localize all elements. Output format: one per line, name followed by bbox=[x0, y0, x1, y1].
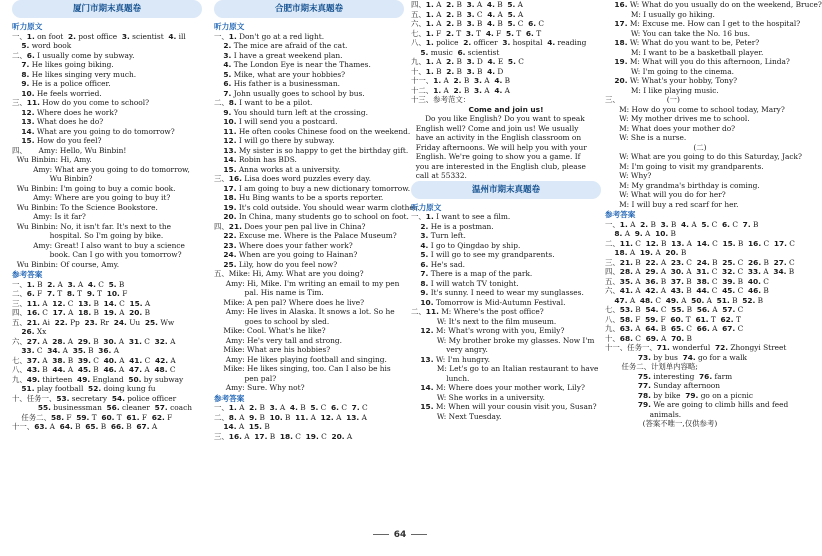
text-line: 八、1. police 2. officer 3. hospital 4. reading bbox=[411, 38, 587, 47]
text-line: pal. His name is Tim. bbox=[214, 288, 324, 297]
text-line: W: Why? bbox=[605, 171, 652, 180]
text-line: 25. Lily, how do you feel now? bbox=[223, 259, 338, 269]
text-line: 5. I will go to see my grandparents. bbox=[420, 250, 555, 259]
text-line: 14. M: Where does your mother work, Lily? bbox=[420, 383, 585, 392]
text-line: M: My grandma's birthday is coming. bbox=[605, 180, 760, 190]
column-3 bbox=[411, 0, 601, 421]
text-line: 三、16. Lisa does word puzzles every day. bbox=[214, 174, 371, 183]
text-line: 17. I am going to buy a new dictionary tomorrow. bbox=[223, 183, 411, 193]
text-line: 二、8. I want to be a pilot. bbox=[214, 98, 313, 107]
text-line: 任务二、58. F 59. T 60. T 61. F 62. F bbox=[12, 412, 173, 422]
text-line: 12. I will go there by subway. bbox=[223, 136, 335, 145]
text-line: Amy: What are you going to do tomorrow, bbox=[12, 164, 190, 174]
text-line: Amy: Is it far? bbox=[12, 212, 86, 221]
text-line: W: She works in a university. bbox=[411, 392, 545, 402]
text-line: hospital. So I'm going by bike. bbox=[12, 231, 164, 240]
text-line: 二、11. C 12. B 13. A 14. C 15. B 16. C 17. C bbox=[605, 238, 795, 248]
text-line: 9. It's sunny. I need to wear my sunglasses. bbox=[420, 288, 584, 297]
section-banner: 温州市期末真题卷 bbox=[411, 181, 601, 199]
text-line: 20. In China, many students go to school on foot. bbox=[223, 212, 409, 221]
text-line: 18. A 19. A 20. B bbox=[614, 248, 687, 257]
text-line: 四、21. Does your pen pal live in China? bbox=[214, 221, 366, 231]
text-line: Wu Binbin: Hi, Amy. bbox=[12, 155, 92, 164]
text-line: 九、63. A 64. B 65. C 66. A 67. C bbox=[605, 324, 744, 333]
section-banner: 合肥市期末真题卷 bbox=[214, 0, 404, 18]
text-line: 15. How do you feel? bbox=[21, 136, 102, 145]
text-line: 五、Mike: Hi, Amy. What are you doing? bbox=[214, 269, 364, 278]
text-line: 18. W: What do you want to be, Peter? bbox=[614, 38, 760, 47]
text-line: Amy: Great! I also want to buy a science bbox=[12, 240, 185, 250]
text-line: 5. word book bbox=[21, 41, 72, 50]
text-line: 七、1. F 2. T 3. T 4. F 5. T 6. T bbox=[411, 28, 542, 38]
text-line: 八、43. B 44. A 45. B 46. A 47. A 48. C bbox=[12, 365, 176, 374]
text-line: 17. M: Excuse me. How can I get to the hospital? bbox=[614, 19, 801, 28]
text-line: 十二、1. A 2. B 3. A 4. A bbox=[411, 85, 510, 95]
text-line: 一、1. on foot 2. post office 3. scientist 4. ill bbox=[12, 31, 186, 41]
text-line: (二) bbox=[693, 142, 707, 152]
column-4 bbox=[605, 0, 822, 429]
text-line: Amy: Sure. Why not? bbox=[214, 383, 305, 392]
text-line: 26. Xx bbox=[21, 327, 47, 336]
text-line: W: My brother broke my glasses. Now I'm bbox=[411, 335, 595, 345]
text-line: M: I'm going to visit my grandparents. bbox=[605, 161, 764, 171]
text-line: Amy: He lives in Alaska. It snows a lot. So he bbox=[214, 307, 395, 316]
text-line: 9. You should turn left at the crossing. bbox=[223, 107, 368, 117]
text-line: W: I'm going to the cinema. bbox=[605, 66, 734, 76]
text-line: 8. He likes singing very much. bbox=[21, 69, 137, 79]
text-line: 四、 Amy: Hello, Wu Binbin! bbox=[12, 145, 127, 155]
text-line: 7. John usually goes to school by bus. bbox=[223, 88, 365, 98]
text-line: 13. W: I'm hungry. bbox=[420, 354, 491, 364]
text-line: 五、1. A 2. B 3. C 4. A 5. A bbox=[411, 9, 524, 19]
text-line: 四、16. C 17. A 18. B 19. A 20. B bbox=[12, 308, 151, 317]
section-heading: 参考答案 bbox=[605, 210, 636, 219]
text-line: Wu Binbin: I'm going to buy a comic book. bbox=[12, 183, 176, 193]
text-line: W: What will you do for her? bbox=[605, 190, 726, 199]
text-line: 三、21. B 22. A 23. C 24. B 25. C 26. B 27. C bbox=[605, 257, 795, 267]
text-line: 5. Mike, what are your hobbies? bbox=[223, 69, 346, 79]
text-line: English. We're going to show you a game. If bbox=[411, 152, 581, 161]
page-number: 64 bbox=[393, 530, 407, 540]
text-line: 18. Hu Bing wants to be a sports reporter. bbox=[223, 193, 384, 202]
text-line: Friday afternoons. We will help you with your bbox=[411, 142, 587, 152]
text-line: 三、11. How do you come to school? bbox=[12, 98, 150, 107]
text-line: Wu Binbin: To the Science Bookstore. bbox=[12, 202, 158, 212]
text-line: 10. Tomorrow is Mid-Autumn Festival. bbox=[420, 297, 566, 307]
text-line: 四、28. A 29. A 30. A 31. C 32. C 33. A 34. B bbox=[605, 267, 795, 276]
section-heading: 听力原文 bbox=[214, 22, 245, 31]
text-line: 3. I have a great weekend plan. bbox=[223, 50, 343, 60]
text-line: M: I like playing music. bbox=[605, 85, 719, 95]
text-line: English well? Come and join us! We usually bbox=[411, 123, 579, 133]
text-line: 7. He likes going biking. bbox=[21, 60, 114, 69]
text-line: 13. My sister is so happy to get the birthday gift. bbox=[223, 145, 409, 155]
text-line: 9. He is a police officer. bbox=[21, 79, 111, 88]
text-line: W: Next Tuesday. bbox=[411, 411, 502, 421]
text-line: 十、68. C 69. A 70. B bbox=[605, 333, 692, 343]
text-line: M: Let's go to an Italian restaurant to have bbox=[411, 364, 599, 373]
text-line: goes to school by sled. bbox=[214, 316, 330, 326]
text-line: book. Can I go with you tomorrow? bbox=[12, 250, 182, 259]
text-line: Mike: What are his hobbies? bbox=[214, 345, 331, 354]
text-line: W: You can take the No. 16 bus. bbox=[605, 28, 750, 38]
text-line: 73. by bus 74. go for a walk bbox=[637, 352, 747, 362]
text-line: 75. interesting 76. farm bbox=[637, 371, 733, 381]
text-line: Amy: He's very tall and strong. bbox=[214, 335, 342, 345]
text-line: Wu Binbin? bbox=[12, 174, 93, 183]
text-line: 4. The London Eye is near the Thames. bbox=[223, 60, 371, 69]
text-line: 19. M: What will you do this afternoon, Linda? bbox=[614, 57, 790, 66]
text-line: lunch. bbox=[411, 373, 470, 383]
text-line: Amy: He likes playing football and singing. bbox=[214, 354, 387, 364]
text-line: W: It's next to the film museum. bbox=[411, 316, 557, 326]
text-line: 一、1. Don't go at a red light. bbox=[214, 31, 325, 41]
text-line: 十、1. B 2. B 3. B 4. D bbox=[411, 66, 504, 76]
text-line: 2. He is a postman. bbox=[420, 221, 494, 231]
text-line: you are interested in the English club, please bbox=[411, 161, 586, 171]
text-line: 二、6. I usually come by subway. bbox=[12, 50, 135, 60]
text-line: 十一、任务一、71. wonderful 72. Zhongyi Street bbox=[605, 343, 787, 352]
text-line: 78. by bike 79. go on a picnic bbox=[637, 390, 754, 400]
column-1 bbox=[12, 0, 202, 432]
text-line: 47. A 48. C 49. A 50. A 51. B 52. B bbox=[614, 295, 764, 305]
text-line: 7. There is a map of the park. bbox=[420, 269, 533, 278]
section-heading: 听力原文 bbox=[12, 22, 43, 31]
text-line: call at 55332. bbox=[411, 171, 467, 180]
text-line: Come and join us! bbox=[468, 104, 544, 114]
text-line: 24. When are you going to Hainan? bbox=[223, 250, 358, 259]
text-line: 6. He's sad. bbox=[420, 259, 465, 269]
text-line: 四、1. A 2. B 3. A 4. B 5. A bbox=[411, 0, 523, 9]
text-line: 三、11. A 12. C 13. B 14. C 15. A bbox=[12, 298, 151, 308]
text-line: 一、1. A 2. B 3. B 4. A 5. C 6. C 7. B bbox=[605, 219, 759, 229]
text-line: W: What are you going to do this Saturday, Jack? bbox=[605, 152, 802, 161]
text-line: 51. play football 52. doing kung fu bbox=[21, 384, 156, 393]
text-line: 8. I will watch TV tonight. bbox=[420, 278, 519, 288]
text-line: Do you like English? Do you want to speak bbox=[411, 114, 585, 123]
text-line: (答案不唯一,仅供参考) bbox=[605, 419, 718, 428]
text-line: 8. A 9. A 10. B bbox=[614, 229, 676, 238]
text-line: 10. He feels worried. bbox=[21, 88, 102, 98]
text-line: 23. Where does your father work? bbox=[223, 240, 353, 250]
text-line: 5. music 6. scientist bbox=[420, 47, 500, 57]
text-line: M: How do you come to school today, Mary? bbox=[605, 104, 785, 114]
page-footer bbox=[0, 531, 800, 541]
text-line: 2. The mice are afraid of the cat. bbox=[223, 41, 348, 50]
text-line: 11. He often cooks Chinese food on the weekend. bbox=[223, 126, 411, 136]
text-line: 三、16. A 17. B 18. C 19. C 20. A bbox=[214, 431, 353, 441]
text-line: 六、41. A 42. A 43. B 44. C 45. C 46. B bbox=[605, 286, 769, 295]
text-line: 20. W: What's your hobby, Tony? bbox=[614, 76, 738, 85]
text-line: Mike: Cool. What's he like? bbox=[214, 326, 326, 335]
text-line: Amy: Where are you going to buy it? bbox=[12, 193, 171, 202]
text-line: 一、1. I want to see a film. bbox=[411, 212, 511, 221]
text-line: 一、1. A 2. B 3. A 4. B 5. C 6. C 7. C bbox=[214, 403, 368, 412]
section-heading: 听力原文 bbox=[411, 202, 442, 212]
text-line: 13. What does he do? bbox=[21, 117, 104, 126]
text-line: M: I want to be a basketball player. bbox=[605, 47, 764, 57]
text-line: 15. M: When will your cousin visit you, Susan? bbox=[420, 402, 597, 411]
text-line: have an activity in the English classroom on bbox=[411, 133, 582, 142]
text-line: 十一、1. A 2. B 3. A 4. B bbox=[411, 76, 511, 85]
text-line: pen pal? bbox=[214, 373, 277, 383]
text-line: M: I usually go hiking. bbox=[605, 9, 715, 19]
section-heading: 参考答案 bbox=[214, 393, 245, 403]
text-line: 一、1. B 2. A 3. A 4. C 5. B bbox=[12, 279, 125, 289]
text-line: M: What does your mother do? bbox=[605, 123, 736, 133]
text-line: 22. Excuse me. Where is the Palace Museum? bbox=[223, 231, 397, 240]
text-line: 五、21. Ai 22. Pp 23. Rr 24. Uu 25. Ww bbox=[12, 317, 175, 327]
text-line: 七、53. B 54. C 55. B 56. A 57. C bbox=[605, 305, 744, 314]
text-line: W: She is a nurse. bbox=[605, 133, 687, 142]
text-line: 五、35. A 36. B 37. B 38. C 39. B 40. C bbox=[605, 276, 769, 286]
text-line: 12. M: What's wrong with you, Emily? bbox=[420, 326, 565, 335]
text-line: Wu Binbin: Of course, Amy. bbox=[12, 259, 120, 269]
text-line: 6. His father is a businessman. bbox=[223, 79, 340, 88]
text-line: 九、49. thirteen 49. England 50. by subway bbox=[12, 374, 184, 384]
text-line: 九、1. A 2. B 3. D 4. E 5. C bbox=[411, 57, 524, 66]
text-line: 十一、63. A 64. B 65. B 66. B 67. A bbox=[12, 422, 158, 431]
text-line: 15. Anna works at a university. bbox=[223, 164, 341, 174]
text-line: 八、58. F 59. F 60. T 61. T 62. T bbox=[605, 314, 741, 324]
text-line: 14. Robin has BDS. bbox=[223, 155, 297, 164]
text-line: 33. C 34. A 35. B 36. A bbox=[21, 346, 120, 355]
section-banner: 厦门市期末真题卷 bbox=[12, 0, 202, 18]
text-line: 十三、参考范文： bbox=[411, 95, 471, 104]
text-line: M: I will buy a red scarf for her. bbox=[605, 199, 739, 209]
text-line: Wu Binbin: No, it isn't far. It's next to the bbox=[12, 221, 172, 231]
text-line: 77. Sunday afternoon bbox=[637, 381, 721, 390]
section-heading: 参考答案 bbox=[12, 270, 43, 279]
text-line: 12. Where does he work? bbox=[21, 107, 118, 117]
text-line: 三、 (一) bbox=[605, 95, 680, 104]
text-line: Amy: Hi, Mike. I'm writing an email to my pen bbox=[214, 278, 400, 288]
text-line: 16. W: What do you usually do on the weekend, Bruce? bbox=[614, 0, 822, 9]
text-line: W: My mother drives me to school. bbox=[605, 114, 750, 123]
text-line: 3. Turn left. bbox=[420, 231, 466, 240]
text-line: animals. bbox=[605, 409, 682, 419]
text-line: Mike: A pen pal? Where does he live? bbox=[214, 297, 365, 307]
text-line: 十、任务一、53. secretary 54. police officer bbox=[12, 393, 177, 403]
text-line: 14. What are you going to do tomorrow? bbox=[21, 126, 175, 136]
text-line: 4. I go to Qingdao by ship. bbox=[420, 240, 521, 250]
text-line: 二、8. A 9. B 10. B 11. A 12. A 13. A bbox=[214, 412, 367, 422]
text-line: Mike: He likes singing, too. Can I also be his bbox=[214, 364, 391, 373]
text-line: 79. We are going to climb hills and feed bbox=[637, 400, 789, 409]
text-line: 19. It's cold outside. You should wear warm clothes. bbox=[223, 202, 420, 212]
text-line: 10. I will send you a postcard. bbox=[223, 117, 338, 126]
text-line: 六、27. A 28. A 29. B 30. A 31. C 32. A bbox=[12, 336, 176, 346]
text-line: 二、6. F 7. T 8. T 9. T 10. F bbox=[12, 289, 128, 298]
text-line: 任务二、计划单内容略; bbox=[605, 362, 698, 371]
text-line: 55. businessman 56. cleaner 57. coach bbox=[37, 403, 192, 412]
text-line: 14. A 15. B bbox=[223, 422, 270, 431]
text-line: 六、1. A 2. B 3. B 4. B 5. C 6. C bbox=[411, 19, 545, 28]
text-line: very angry. bbox=[411, 345, 488, 354]
text-line: 七、37. A 38. B 39. C 40. A 41. C 42. A bbox=[12, 355, 176, 365]
column-2 bbox=[214, 0, 420, 441]
text-line: 二、11. M: Where's the post office? bbox=[411, 307, 544, 316]
